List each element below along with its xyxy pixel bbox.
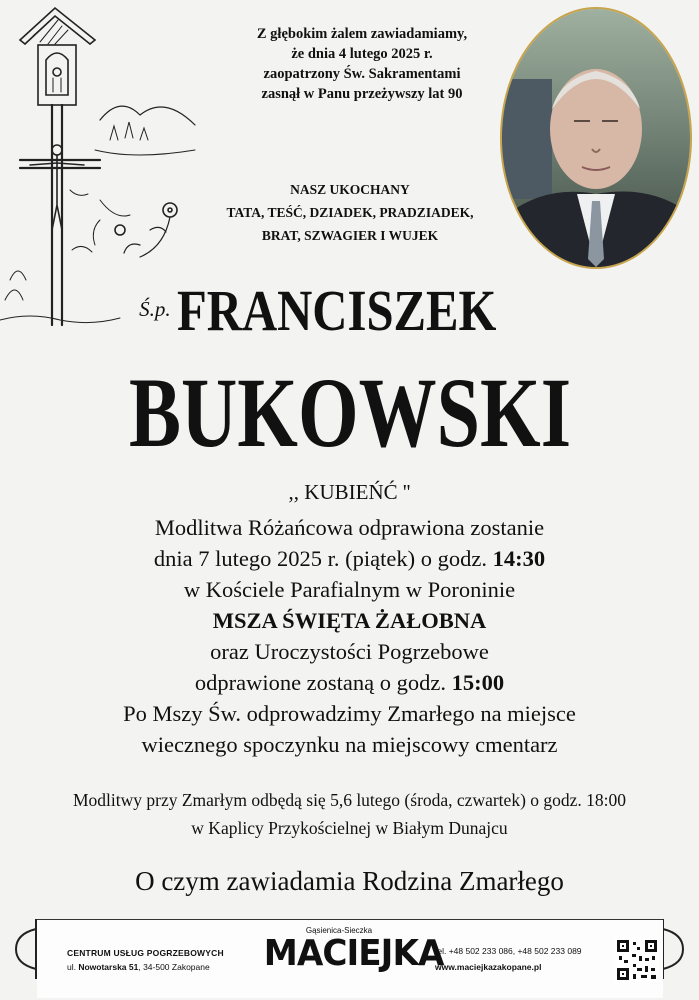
portrait-illustration (502, 9, 690, 267)
funeral-mass-heading (20, 605, 679, 636)
name-prefix: Ś.p. (139, 297, 171, 321)
funeral-mass-title: MSZA ŚWIĘTA ŻAŁOBNA (212, 608, 487, 633)
contact-info (435, 946, 605, 972)
address-prefix: ul. (67, 962, 79, 972)
family-line: NASZ UKOCHANY (290, 182, 410, 197)
funeral-home-logo (259, 926, 444, 974)
ceremony-line (20, 543, 679, 574)
prayer-line: Modlitwy przy Zmarłym odbędą się 5,6 lutego (środa, czwartek) o godz. 18:00 (72, 790, 627, 810)
intro-line: Z głębokim żalem zawiadamiamy, (256, 26, 468, 42)
logo-wordmark: MACIEJKA (263, 933, 444, 974)
ceremony-details (20, 512, 679, 760)
deceased-last-name: BUKOWSKI (128, 357, 572, 468)
ceremony-date: dnia 7 lutego 2025 r. (piątek) o godz. (153, 546, 493, 571)
website-link[interactable]: www.maciejkazakopane.pl (435, 962, 542, 972)
portrait-photo (500, 7, 692, 269)
address-street: Nowotarska 51 (78, 962, 139, 972)
deceased-first-name-line (108, 277, 588, 344)
ceremony-line: Po Mszy Św. odprowadzimy Zmarłego na miejsce (123, 701, 576, 726)
ceremony-line: Modlitwa Różańcowa odprawiona zostanie (154, 515, 545, 540)
logo-branch: Gąsienica-Sieczka (305, 926, 373, 935)
deceased-nickname: ,, KUBIEŃĆ '' (288, 480, 411, 504)
ceremony-time-text: odprawione zostaną o godz. (194, 670, 452, 695)
funeral-home-info (67, 948, 257, 972)
qr-code-icon (615, 938, 659, 982)
ceremony-line: wiecznego spoczynku na miejscowy cmentarz (141, 732, 558, 757)
intro-line: zaopatrzony Św. Sakramentami (263, 66, 461, 82)
right-ornament-icon (657, 919, 697, 979)
closing-statement: O czym zawiadamia Rodzina Zmarłego (135, 866, 564, 896)
intro-line: zasnął w Panu przeżywszy lat 90 (261, 86, 463, 102)
intro-line: że dnia 4 lutego 2025 r. (291, 46, 433, 62)
family-line: BRAT, SZWAGIER I WUJEK (261, 228, 439, 243)
prayer-details (10, 786, 689, 842)
ceremony-line: w Kościele Parafialnym w Poroninie (183, 577, 516, 602)
family-line: TATA, TEŚĆ, DZIADEK, PRADZIADEK, (226, 205, 474, 220)
ceremony-line (20, 667, 679, 698)
prayer-line: w Kaplicy Przykościelnej w Białym Dunajcu (191, 818, 508, 838)
company-name: CENTRUM USŁUG POGRZEBOWYCH (67, 948, 224, 958)
company-address (67, 962, 257, 972)
rosary-time: 14:30 (492, 546, 546, 571)
funeral-home-footer (37, 919, 663, 998)
mass-time: 15:00 (451, 670, 505, 695)
phone-numbers: tel. +48 502 233 086, +48 502 233 089 (435, 946, 582, 956)
deceased-first-name: FRANCISZEK (176, 278, 497, 343)
family-relations (190, 178, 510, 247)
death-announcement (222, 24, 502, 104)
address-city: , 34-500 Zakopane (138, 962, 210, 972)
ceremony-line: oraz Uroczystości Pogrzebowe (210, 639, 489, 664)
left-ornament-icon (2, 919, 42, 979)
